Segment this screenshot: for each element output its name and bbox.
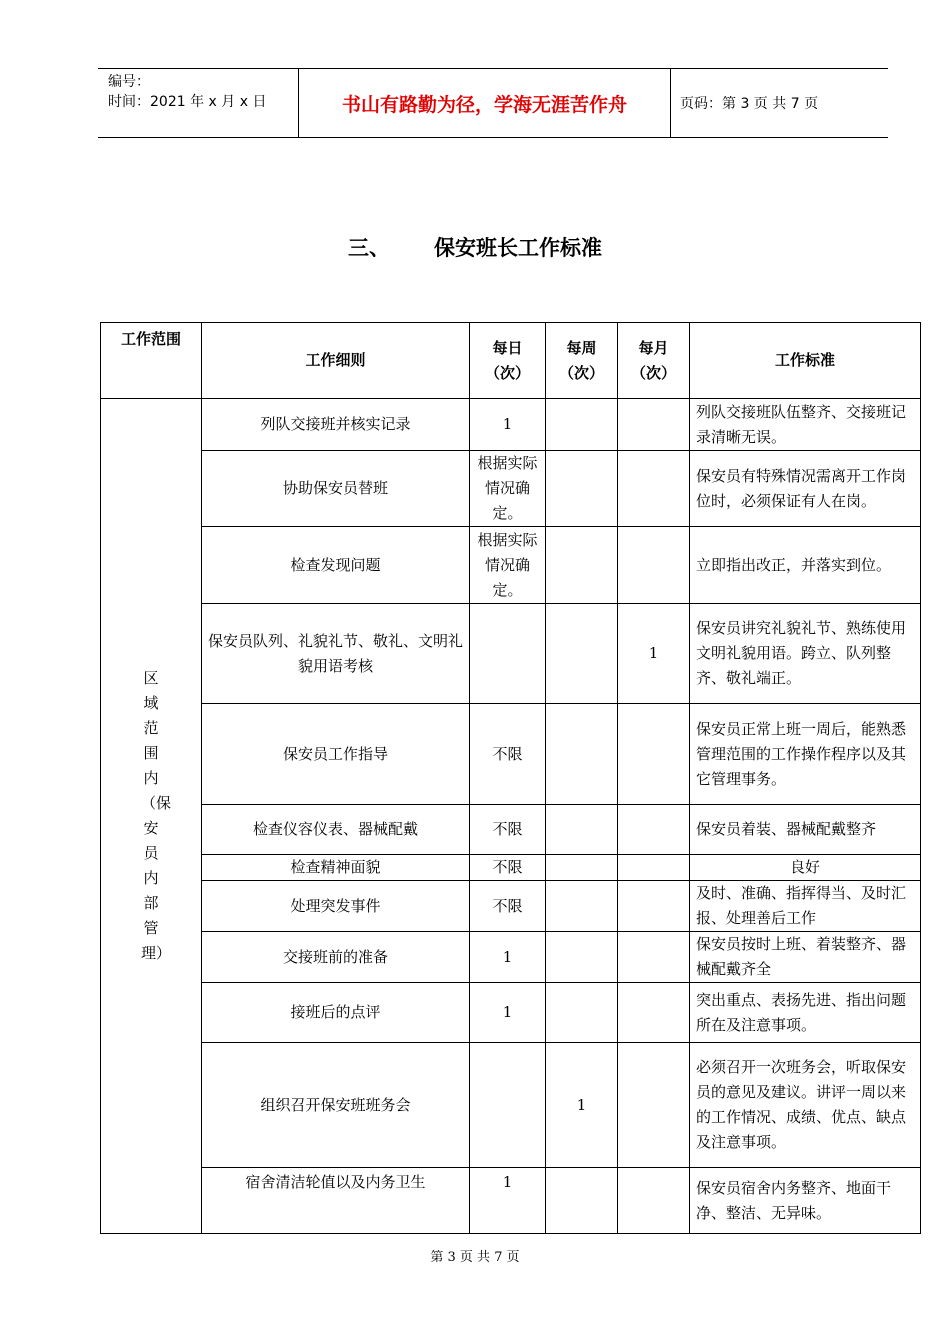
header-standard: 工作标准 xyxy=(690,323,921,399)
page-footer: 第 3 页 共 7 页 xyxy=(430,1250,520,1265)
standard-cell: 保安员按时上班、着装整齐、器械配戴齐全 xyxy=(690,932,921,983)
title-text: 保安班长工作标准 xyxy=(434,236,602,260)
table-row xyxy=(101,399,921,451)
daily-cell: 不限 xyxy=(470,881,546,932)
header-motto: 书山有路勤为径，学海无涯苦作舟 xyxy=(299,69,671,137)
header-meta xyxy=(98,69,299,137)
weekly-cell xyxy=(546,881,618,932)
time-label: 时间：2021 年 x 月 x 日 xyxy=(108,94,267,110)
table-row xyxy=(101,932,921,983)
daily-cell: 1 xyxy=(470,983,546,1043)
weekly-cell xyxy=(546,855,618,881)
detail-cell: 组织召开保安班班务会 xyxy=(202,1043,470,1168)
table-row xyxy=(101,451,921,527)
weekly-cell xyxy=(546,527,618,604)
table-header-row xyxy=(101,323,921,399)
daily-cell: 1 xyxy=(470,399,546,451)
standard-cell: 良好 xyxy=(690,855,921,881)
weekly-cell xyxy=(546,805,618,855)
number-label: 编号： xyxy=(108,74,150,90)
monthly-cell xyxy=(618,932,690,983)
scope-cell xyxy=(101,399,202,1234)
weekly-cell xyxy=(546,1168,618,1234)
detail-cell: 交接班前的准备 xyxy=(202,932,470,983)
header-detail: 工作细则 xyxy=(202,323,470,399)
monthly-cell xyxy=(618,881,690,932)
standard-cell: 保安员正常上班一周后，能熟悉 管理范围的工作操作程序以及其它管理事务。 xyxy=(690,704,921,805)
table-row xyxy=(101,527,921,604)
detail-cell: 保安员队列、礼貌礼节、敬礼、文明礼貌用语考核 xyxy=(202,604,470,704)
monthly-cell xyxy=(618,805,690,855)
table-row xyxy=(101,1168,921,1234)
table-row xyxy=(101,881,921,932)
detail-cell: 协助保安员替班 xyxy=(202,451,470,527)
table-row xyxy=(101,1043,921,1168)
title-number: 三、 xyxy=(348,236,390,260)
weekly-cell xyxy=(546,604,618,704)
daily-cell: 1 xyxy=(470,932,546,983)
daily-cell: 不限 xyxy=(470,704,546,805)
header-weekly: 每周（次） xyxy=(546,323,618,399)
monthly-cell xyxy=(618,983,690,1043)
monthly-cell xyxy=(618,1043,690,1168)
weekly-cell xyxy=(546,983,618,1043)
detail-cell: 保安员工作指导 xyxy=(202,704,470,805)
daily-cell: 根据实际情况确定。 xyxy=(470,451,546,527)
monthly-cell: 1 xyxy=(618,604,690,704)
daily-cell xyxy=(470,604,546,704)
detail-cell: 接班后的点评 xyxy=(202,983,470,1043)
detail-cell: 宿舍清洁轮值以及内务卫生 xyxy=(202,1168,470,1234)
table-row xyxy=(101,983,921,1043)
monthly-cell xyxy=(618,527,690,604)
standard-cell: 保安员着装、器械配戴整齐 xyxy=(690,805,921,855)
daily-cell: 根据实际情况确定。 xyxy=(470,527,546,604)
monthly-cell xyxy=(618,855,690,881)
standard-cell: 列队交接班队伍整齐、交接班记录清晰无误。 xyxy=(690,399,921,451)
daily-cell: 不限 xyxy=(470,805,546,855)
standard-cell: 及时、准确、指挥得当、及时汇报、处理善后工作 xyxy=(690,881,921,932)
detail-cell: 处理突发事件 xyxy=(202,881,470,932)
monthly-cell xyxy=(618,399,690,451)
standard-cell: 保安员有特殊情况需离开工作岗位时，必须保证有人在岗。 xyxy=(690,451,921,527)
daily-cell xyxy=(470,1043,546,1168)
detail-cell: 检查仪容仪表、器械配戴 xyxy=(202,805,470,855)
detail-cell: 列队交接班并核实记录 xyxy=(202,399,470,451)
detail-cell: 检查精神面貌 xyxy=(202,855,470,881)
standard-cell: 必须召开一次班务会，听取保安员的意见及建议。讲评一周以来的工作情况、成绩、优点、缺点及注意事项。 xyxy=(690,1043,921,1168)
page-title xyxy=(0,232,950,262)
table-row xyxy=(101,704,921,805)
monthly-cell xyxy=(618,1168,690,1234)
standards-table xyxy=(100,322,921,1234)
monthly-cell xyxy=(618,704,690,805)
monthly-cell xyxy=(618,451,690,527)
weekly-cell xyxy=(546,399,618,451)
weekly-cell: 1 xyxy=(546,1043,618,1168)
page-header xyxy=(98,68,888,138)
header-page-info: 页码：第 3 页 共 7 页 xyxy=(680,96,819,112)
weekly-cell xyxy=(546,451,618,527)
weekly-cell xyxy=(546,704,618,805)
daily-cell: 1 xyxy=(470,1168,546,1234)
table-row xyxy=(101,805,921,855)
standard-cell: 立即指出改正，并落实到位。 xyxy=(690,527,921,604)
table-row xyxy=(101,604,921,704)
standard-cell: 保安员宿舍内务整齐、地面干净、整洁、无异味。 xyxy=(690,1168,921,1234)
detail-cell: 检查发现问题 xyxy=(202,527,470,604)
weekly-cell xyxy=(546,932,618,983)
standard-cell: 突出重点、表扬先进、指出问题所在及注意事项。 xyxy=(690,983,921,1043)
header-monthly: 每月（次） xyxy=(618,323,690,399)
table-row xyxy=(101,855,921,881)
daily-cell: 不限 xyxy=(470,855,546,881)
header-daily: 每日（次） xyxy=(470,323,546,399)
scope-text: 区域范围内（保安员内部管理） xyxy=(141,669,172,962)
header-scope: 工作范围 xyxy=(101,323,202,399)
standard-cell: 保安员讲究礼貌礼节、熟练使用文明礼貌用语。跨立、队列整齐、敬礼端正。 xyxy=(690,604,921,704)
